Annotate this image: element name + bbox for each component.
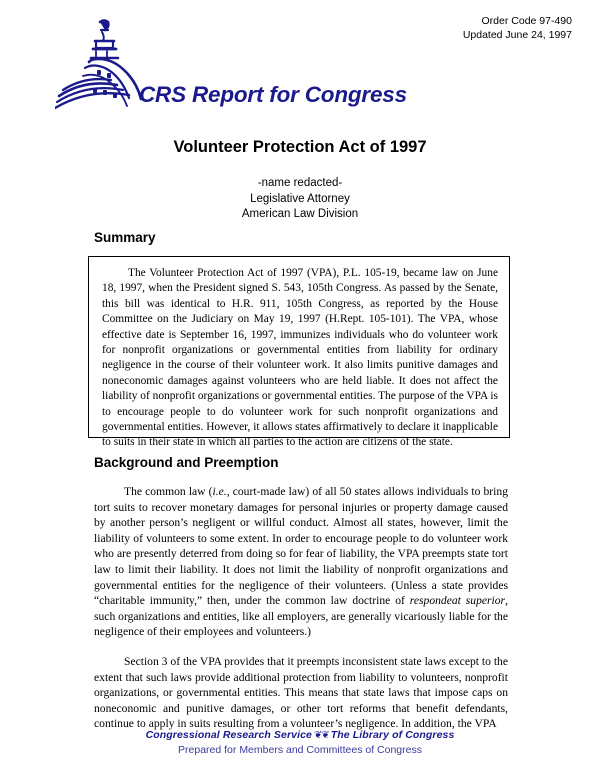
masthead-title: CRS Report for Congress — [139, 82, 407, 107]
para1-segment-2: , court-made law) of all 50 states allows individuals to bring tort suits to recover monetary damages for personal injuries or property damage caused by another person’s negligent or willful conduct. Almost all states, however, limit the liability of volunteers to some extent. In order to encourage people to do volunteer work who are presently deterred from doing so for fear of liability, the VPA preempts state tort law to limit their liability. It does not limit the liability of nonprofit organizations and governmental entities for the negligence of their volunteers. (Unless a state provides “charitable immunity,” then, under the common law doctrine of — [94, 485, 508, 608]
author-title: Legislative Attorney — [250, 192, 350, 205]
paragraph-section-3: Section 3 of the VPA provides that it preempts inconsistent state laws except to the extent that such laws provide additional protection from liability to volunteers, nonprofit organizations, or governmental entities. This means that state laws that impose caps on noneconomic and punitive damages, or other tort reforms that benefit defendants, continue to apply in suits resulting from a volunteer’s negligence. In addition, the VPA — [94, 654, 508, 731]
author-name: -name redacted- — [257, 177, 343, 189]
author-division: American Law Division — [241, 208, 359, 220]
summary-box — [88, 256, 510, 449]
page-footer — [0, 729, 600, 756]
byline — [0, 176, 600, 223]
footer-primary-line — [0, 729, 600, 741]
summary-heading: Summary — [94, 230, 156, 245]
footer-library-name: The Library of Congress — [330, 729, 455, 741]
para1-italic-ie: i.e. — [212, 485, 227, 498]
order-code: Order Code 97-490 — [481, 15, 572, 27]
footer-subtitle: Prepared for Members and Committees of Congress — [178, 744, 422, 756]
para1-segment-3: , such organizations and entities, like all employers, are generally vicariously liable for the negligence of their employees and volunteers.) — [94, 594, 508, 639]
masthead — [55, 18, 475, 118]
footer-service-name: Congressional Research Service — [145, 729, 312, 741]
floral-ornament-icon: ❦❦ — [314, 730, 329, 741]
document-header — [463, 14, 572, 42]
paragraph-common-law — [94, 484, 508, 640]
updated-date: Updated June 24, 1997 — [462, 29, 572, 41]
para1-segment-1: The common law ( — [124, 485, 213, 498]
page-title: Volunteer Protection Act of 1997 — [173, 138, 427, 156]
para1-italic-respondeat-superior: respondeat superior — [409, 594, 506, 608]
background-heading: Background and Preemption — [94, 455, 279, 470]
body-content — [94, 484, 508, 746]
summary-text: The Volunteer Protection Act of 1997 (VPA), P.L. 105-19, became law on June 18, 1997, when the President signed S. 543, 105th Congress. As passed by the Senate, this bill was identical to H.R. 911, 105th Congress, as reported by the House Committee on the Judiciary on May 19, 1997 (H.Rept. 105-101). The VPA, whose effective date is September 16, 1997, immunizes individuals who do volunteer work for nonprofit organizations or governmental entities from liability for ordinary negligence in the course of their volunteer work. It also limits punitive damages and noneconomic damages against volunteers who are held liable. It does not affect the liability of nonprofit organizations or governmental entities. The purpose of the VPA is to encourage people to do volunteer work for such nonprofit organizations and governmental entities. However, it allows states affirmatively to declare it inapplicable to suits in their state in which all parties to the action are citizens of the state. — [102, 267, 498, 449]
